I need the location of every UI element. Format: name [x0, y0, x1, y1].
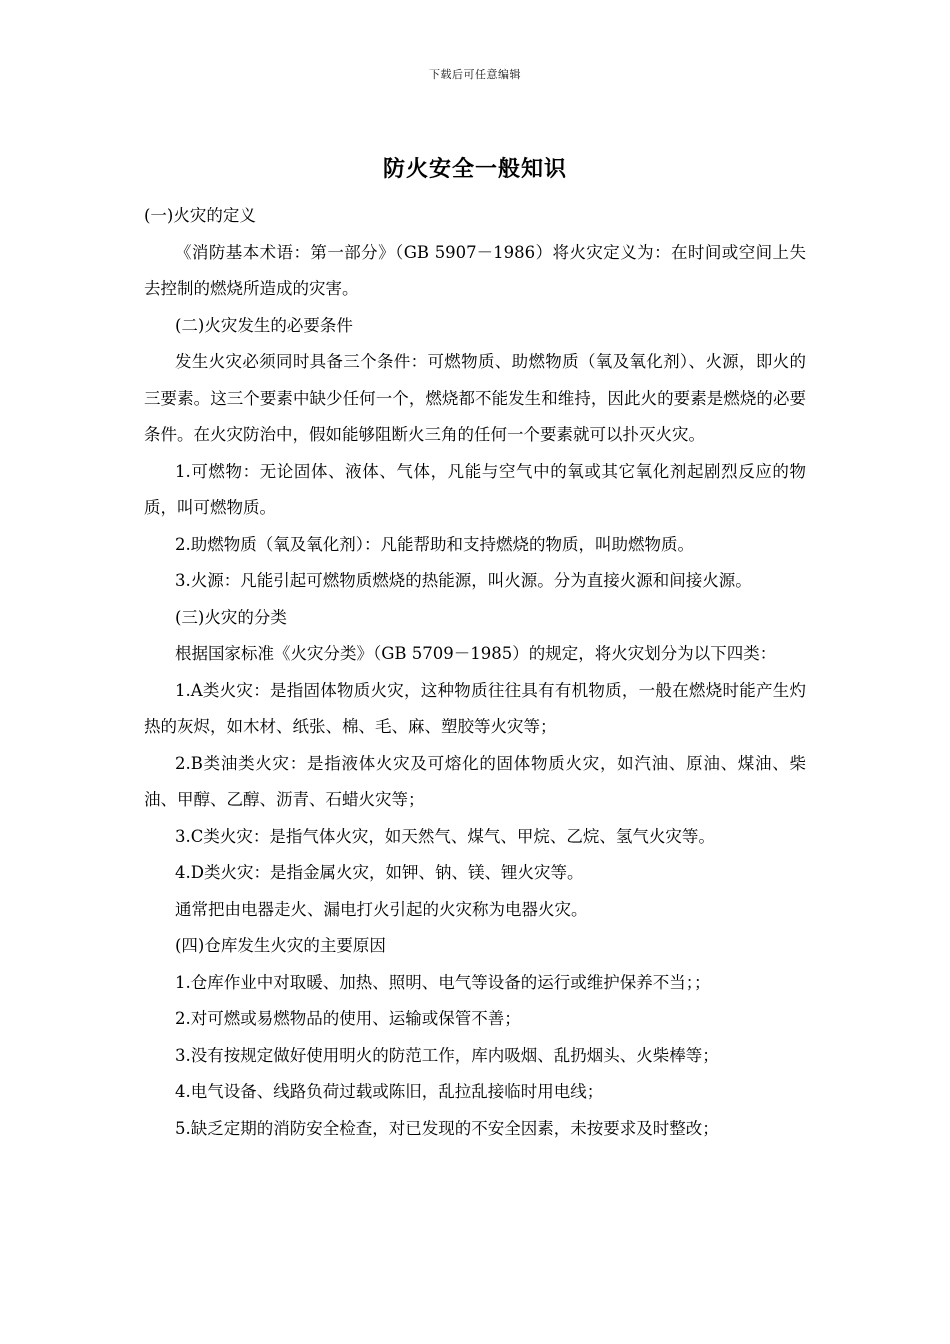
list-item-cause-1: 1.仓库作业中对取暖、加热、照明、电气等设备的运行或维护保养不当；；: [175, 972, 711, 992]
list-item-class-c: 3.C类火灾：是指气体火灾，如天然气、煤气、甲烷、乙烷、氢气火灾等。: [175, 826, 715, 846]
list-item-cause-5: 5.缺乏定期的消防安全检查，对已发现的不安全因素，未按要求及时整改；: [175, 1118, 719, 1138]
list-item-oxidizer: 2.助燃物质（氧及氧化剂）：凡能帮助和支持燃烧的物质，叫助燃物质。: [175, 534, 694, 554]
list-item-combustible: 1.可燃物：无论固体、液体、气体，凡能与空气中的氧或其它氧化剂起剧烈反应的物质，叫可燃物质。: [144, 461, 806, 517]
document-body: [144, 198, 806, 1147]
paragraph-definition: 《消防基本术语：第一部分》（GB 5907－1986）将火灾定义为：在时间或空间上失去控制的燃烧所造成的灾害。: [144, 242, 806, 298]
header-note: 下载后可任意编辑: [429, 68, 521, 81]
list-item-cause-3: 3.没有按规定做好使用明火的防范工作，库内吸烟、乱扔烟头、火柴棒等；: [175, 1045, 719, 1065]
list-item-class-b: 2.B类油类火灾：是指液体火灾及可熔化的固体物质火灾，如汽油、原油、煤油、柴油、甲醇、乙醇、沥青、石蜡火灾等；: [144, 753, 806, 809]
section-heading-causes: (四)仓库发生火灾的主要原因: [175, 936, 386, 955]
list-item-cause-2: 2.对可燃或易燃物品的使用、运输或保管不善；: [175, 1009, 521, 1028]
list-item-ignition: 3.火源：凡能引起可燃物质燃烧的热能源，叫火源。分为直接火源和间接火源。: [175, 571, 752, 590]
section-heading-classification: (三)火灾的分类: [175, 607, 287, 627]
section-heading-conditions: (二)火灾发生的必要条件: [175, 315, 353, 335]
paragraph-conditions: 发生火灾必须同时具备三个条件：可燃物质、助燃物质（氧及氧化剂）、火源，即火的三要素。这三个要素中缺少任何一个，燃烧都不能发生和维持，因此火的要素是燃烧的必要条件。在火灾防治中，假如能够阻断火三角的任何一个要素就可以扑灭火灾。: [144, 352, 806, 444]
paragraph-electrical-fire: 通常把由电器走火、漏电打火引起的火灾称为电器火灾。: [175, 899, 588, 919]
section-heading-definition: (一)火灾的定义: [144, 206, 256, 225]
paragraph-classification: 根据国家标准《火灾分类》（GB 5709－1985）的规定，将火灾划分为以下四类：: [175, 644, 777, 663]
document-title: 防火安全一般知识: [382, 156, 567, 182]
list-item-class-a: 1.A类火灾：是指固体物质火灾，这种物质往往具有有机物质，一般在燃烧时能产生灼热的灰烬，如木材、纸张、棉、毛、麻、塑胶等火灾等；: [144, 680, 806, 736]
list-item-cause-4: 4.电气设备、线路负荷过载或陈旧，乱拉乱接临时用电线；: [175, 1082, 604, 1101]
list-item-class-d: 4.D类火灾：是指金属火灾，如钾、钠、镁、锂火灾等。: [175, 863, 584, 882]
